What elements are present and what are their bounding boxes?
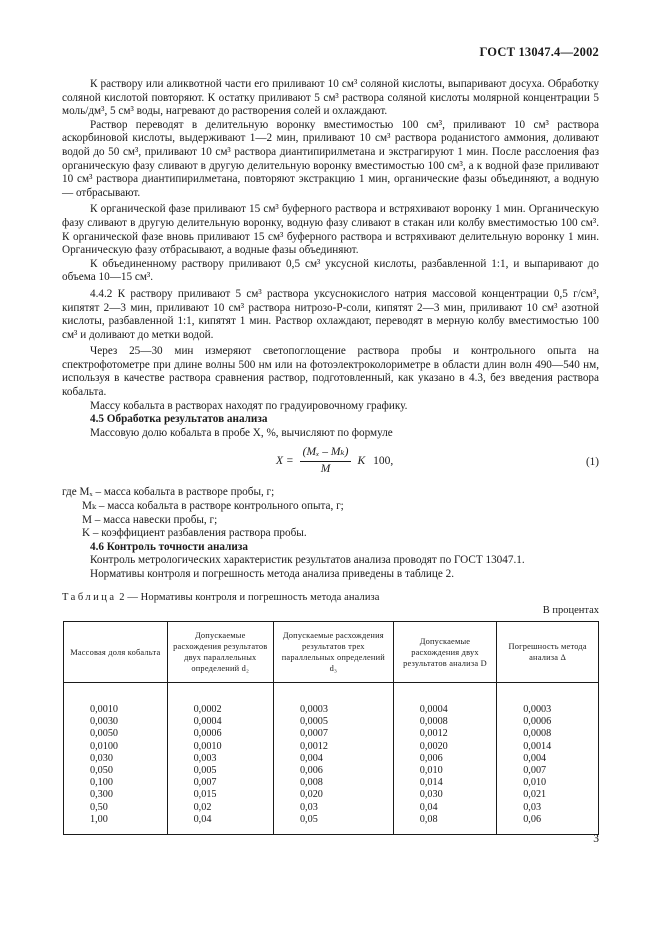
formula-multiplier: 100, <box>373 454 394 467</box>
table-cell: 0,03 <box>273 802 393 814</box>
table-cell: 0,050 <box>64 765 168 777</box>
table-cell: 0,004 <box>497 753 599 765</box>
legend-line: где Mₓ – масса кобальта в растворе пробы, г; <box>62 486 275 499</box>
header-d3: Допускаемые расхождения результатов трех параллельных определений d₃ <box>273 622 393 683</box>
table-cell: 0,010 <box>393 765 496 777</box>
section-heading: 4.6 Контроль точности анализа <box>90 540 248 553</box>
table-units: В процентах <box>542 605 599 616</box>
table-cell: 0,06 <box>497 814 599 835</box>
table-cell: 0,003 <box>167 753 273 765</box>
table-row <box>64 765 599 777</box>
table-cell: 0,0003 <box>273 683 393 717</box>
table-cell: 0,0050 <box>64 728 168 740</box>
table-cell: 0,014 <box>393 777 496 789</box>
table-cell: 0,030 <box>64 753 168 765</box>
formula-number: (1) <box>585 456 599 469</box>
table-row <box>64 716 599 728</box>
table-cell: 0,007 <box>497 765 599 777</box>
table-cell: 0,0010 <box>64 683 168 717</box>
table-cell: 0,02 <box>167 802 273 814</box>
table-row <box>64 683 599 717</box>
table-cell: 0,0012 <box>393 728 496 740</box>
table-cell: 0,0007 <box>273 728 393 740</box>
section-heading: 4.5 Обработка результатов анализа <box>90 413 268 426</box>
table-cell: 0,05 <box>273 814 393 835</box>
formula-legend <box>62 486 599 540</box>
norms-table <box>63 621 599 835</box>
paragraph: Контроль метрологических характеристик результатов анализа проводят по ГОСТ 13047.1. <box>90 554 525 567</box>
table-cell: 0,100 <box>64 777 168 789</box>
table-cell: 0,021 <box>497 789 599 801</box>
table-cell: 0,04 <box>393 802 496 814</box>
table-cell: 0,04 <box>167 814 273 835</box>
table-cell: 0,030 <box>393 789 496 801</box>
formula-lhs: X = <box>276 454 294 467</box>
table-cell: 0,0100 <box>64 741 168 753</box>
paragraph: Массовую долю кобальта в пробе X, %, вычисляют по формуле <box>90 426 393 439</box>
table-caption-word: Таблица <box>62 592 117 603</box>
legend-line: K – коэффициент разбавления раствора пробы. <box>82 527 307 540</box>
paragraph: К объединенному раствору приливают 0,5 см³ уксусной кислоты, разбавленной 1:1, и выпаривают до объема 10—15 см³. <box>62 257 599 284</box>
table-cell: 0,0006 <box>497 716 599 728</box>
header-D: Допускаемые расхождения двух результатов анализа D <box>393 622 496 683</box>
table-cell: 0,50 <box>64 802 168 814</box>
table-cell: 0,0006 <box>167 728 273 740</box>
page-number: 3 <box>593 833 599 845</box>
table-cell: 0,006 <box>393 753 496 765</box>
table-cell: 1,00 <box>64 814 168 835</box>
paragraph: Нормативы контроля и погрешность метода анализа приведены в таблице 2. <box>90 568 455 580</box>
table-cell: 0,005 <box>167 765 273 777</box>
paragraph: Массу кобальта в растворах находят по градуировочному графику. <box>90 399 408 412</box>
body-text <box>62 78 599 582</box>
table-cell: 0,0002 <box>167 683 273 717</box>
table-cell: 0,0004 <box>167 716 273 728</box>
table-cell: 0,0008 <box>497 728 599 740</box>
table-row <box>64 728 599 740</box>
table-cell: 0,0008 <box>393 716 496 728</box>
formula-coefficient: K <box>357 454 366 467</box>
paragraph: Раствор переводят в делительную воронку вместимостью 100 см³, приливают 10 см³ раствора аскорбиновой кислоты, выдерживают 1—2 мин, приливают 10 см³ раствора роданистого аммония, доливают водой до 50 см³, приливают 10 см³ раствора диантипирилметана и экстрагируют 1 мин. После расслоения фаз органическую фазу сливают в другую делительную воронку вместимостью 100 см³, а к водной фазе приливают 10 см³ раствора диантипирилметана, повторяют экстракцию 1 мин, органические фазы объединяют, а водную — отбрасывают. <box>62 118 599 199</box>
table-row <box>64 802 599 814</box>
table-header-row <box>64 622 599 683</box>
table-cell: 0,0020 <box>393 741 496 753</box>
formula <box>62 446 599 482</box>
table-row <box>64 789 599 801</box>
table-cell: 0,020 <box>273 789 393 801</box>
table-cell: 0,08 <box>393 814 496 835</box>
table-cell: 0,010 <box>497 777 599 789</box>
table-cell: 0,0014 <box>497 741 599 753</box>
table-cell: 0,0010 <box>167 741 273 753</box>
table-cell: 0,004 <box>273 753 393 765</box>
legend-line: M – масса навески пробы, г; <box>82 513 218 526</box>
table-caption <box>62 592 380 603</box>
table-row <box>64 753 599 765</box>
table-caption-text: 2 — Нормативы контроля и погрешность метода анализа <box>116 592 380 603</box>
formula-numerator: (Mₓ – Mₖ) <box>300 446 352 462</box>
table-cell: 0,0003 <box>497 683 599 717</box>
table-cell: 0,0012 <box>273 741 393 753</box>
paragraph: К органической фазе приливают 15 см³ буферного раствора и встряхивают воронку 1 мин. Органическую фазу сливают в другую делительную воронку, водную фазу сливают в стакан или колбу вместимостью 100 см³. К органической фазе вновь приливают 15 см³ буферного раствора и встряхивают делительную воронку 1 мин. Органическую фазу отбрасывают, а водные фазы объединяют. <box>62 203 599 257</box>
legend-line: Mₖ – масса кобальта в растворе контрольного опыта, г; <box>82 500 344 513</box>
table-cell: 0,006 <box>273 765 393 777</box>
table-cell: 0,300 <box>64 789 168 801</box>
table-cell: 0,0005 <box>273 716 393 728</box>
paragraph: 4.4.2 К раствору приливают 5 см³ раствора уксуснокислого натрия массовой концентрации 0,5 г/см³, кипятят 2—3 мин, приливают 10 см³ раствора нитрозо-Р-соли, кипятят 2—3 мин, приливают 10 см³ азотной кислоты, разбавленной 1:1, кипятят 1 мин. Раствор охлаждают, переводят в мерную колбу вместимостью 100 см³ и доливают до метки водой. <box>62 287 599 341</box>
formula-denominator: M <box>320 463 331 476</box>
header-d2: Допускаемые расхождения результатов двух параллельных определений d₂ <box>167 622 273 683</box>
table-cell: 0,015 <box>167 789 273 801</box>
table-cell: 0,0030 <box>64 716 168 728</box>
table-row <box>64 814 599 835</box>
paragraph: К раствору или аликвотной части его приливают 10 см³ соляной кислоты, выпаривают досуха. Обработку соляной кислотой повторяют. К остатку приливают 5 см³ раствора соляной кислоты молярной концентрации 5 моль/дм³, 5 см³ воды, нагревают до растворения солей и охлаждают. <box>62 78 599 118</box>
table-cell: 0,007 <box>167 777 273 789</box>
header-error: Погрешность метода анализа Δ <box>497 622 599 683</box>
table-cell: 0,008 <box>273 777 393 789</box>
table-row <box>64 777 599 789</box>
table-cell: 0,03 <box>497 802 599 814</box>
table-row <box>64 741 599 753</box>
table-cell: 0,0004 <box>393 683 496 717</box>
header-mass-fraction: Массовая доля кобальта <box>64 622 168 683</box>
standard-id: ГОСТ 13047.4—2002 <box>479 45 599 59</box>
formula-fraction <box>300 446 352 476</box>
paragraph: Через 25—30 мин измеряют светопоглощение раствора пробы и контрольного опыта на спектрофотометре при длине волны 500 нм или на фотоэлектроколориметре в области длин волн 490—540 нм, используя в качестве раствора сравнения раствор, подготовленный, как указано в 4.3, без введения раствора кобальта. <box>62 345 599 399</box>
